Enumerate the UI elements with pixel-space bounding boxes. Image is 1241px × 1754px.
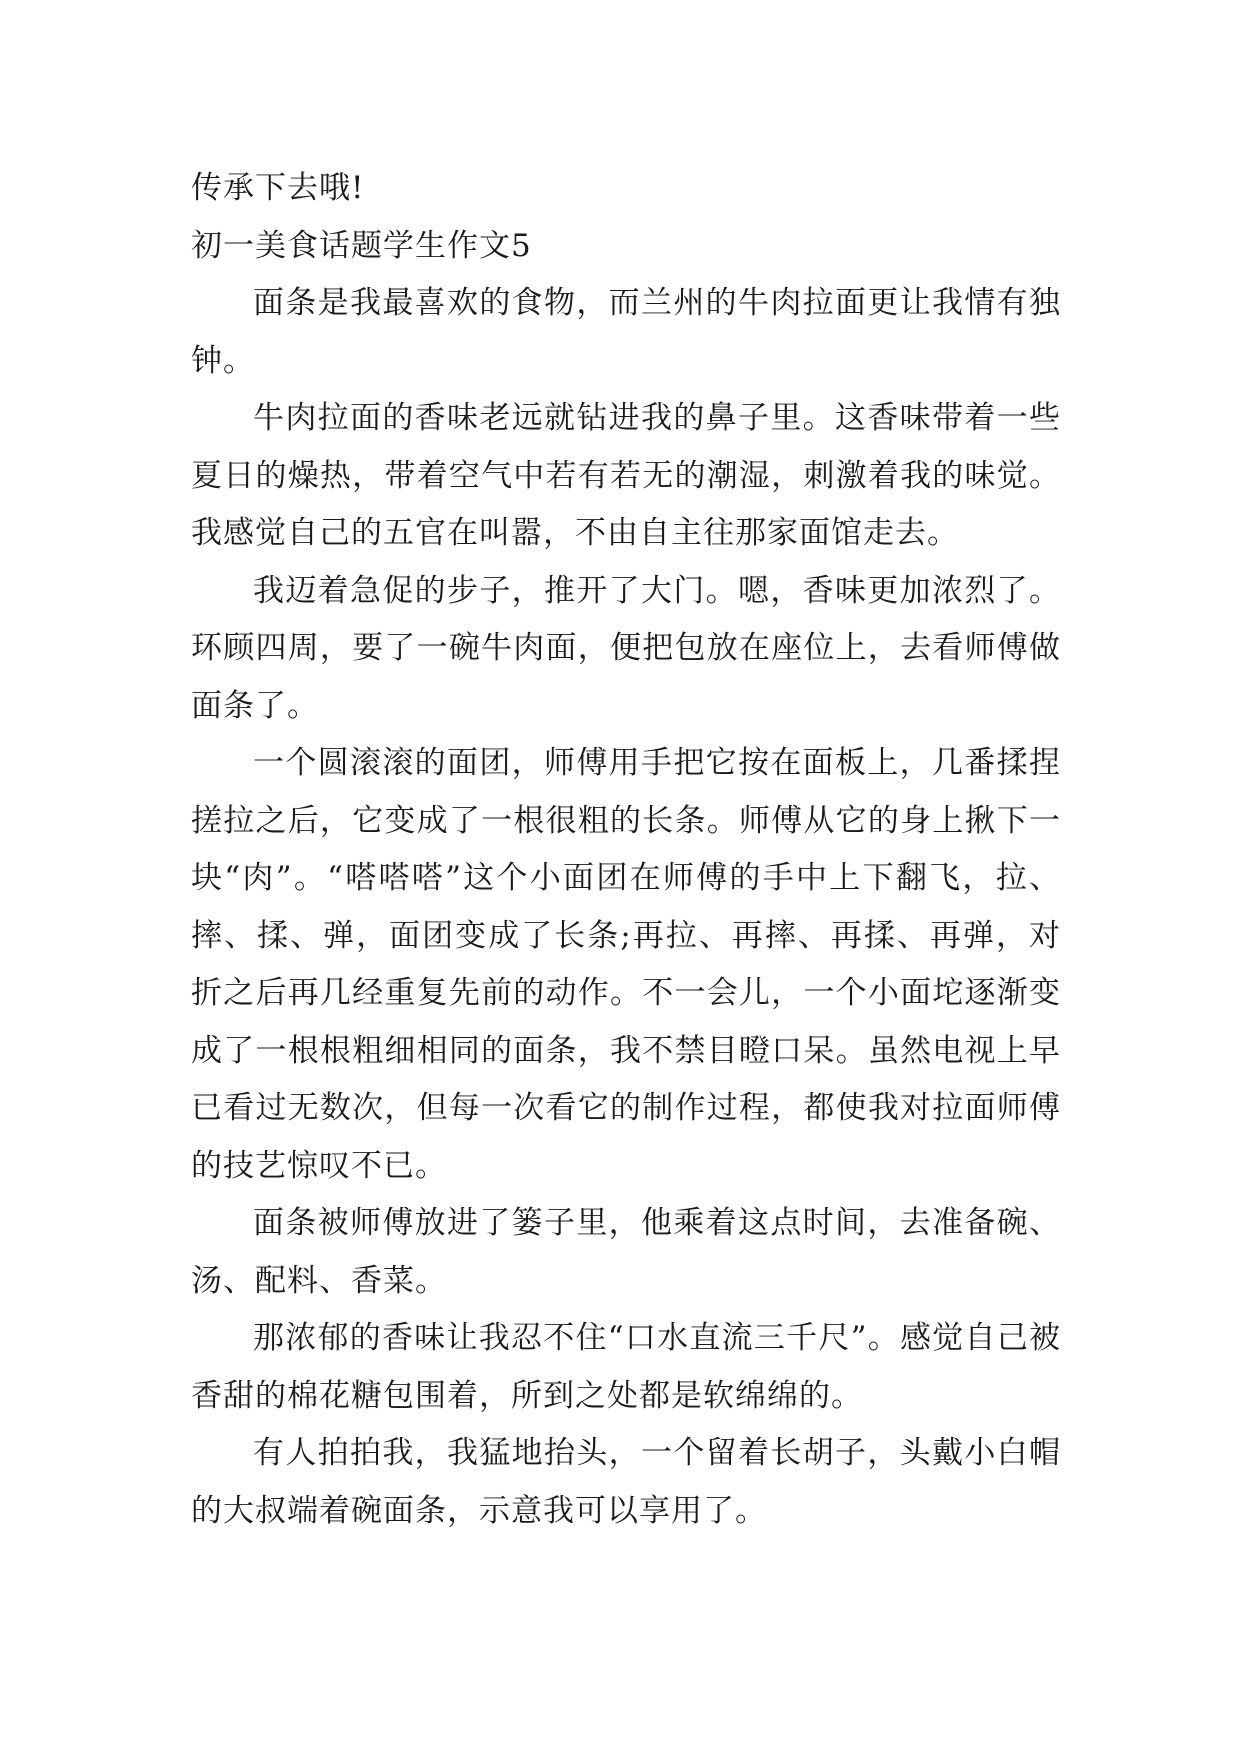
paragraph-5: 面条被师傅放进了篓子里，他乘着这点时间，去准备碗、汤、配料、香菜。	[191, 1205, 1061, 1299]
paragraph-6: 那浓郁的香味让我忍不住“口水直流三千尺”。感觉自己被香甜的棉花糖包围着，所到之处都是软绵绵的。	[191, 1320, 1061, 1414]
paragraph-1: 面条是我最喜欢的食物，而兰州的牛肉拉面更让我情有独钟。	[191, 285, 1061, 379]
paragraph-3: 我迈着急促的步子，推开了大门。嗯，香味更加浓烈了。环顾四周，要了一碗牛肉面，便把包放在座位上，去看师傅做面条了。	[191, 572, 1061, 724]
document-page	[191, 160, 1061, 1540]
paragraph-7: 有人拍拍我，我猛地抬头，一个留着长胡子，头戴小白帽的大叔端着碗面条，示意我可以享用了。	[191, 1435, 1061, 1529]
paragraph-4: 一个圆滚滚的面团，师傅用手把它按在面板上，几番揉捏搓拉之后，它变成了一根很粗的长条。师傅从它的身上揪下一块“肉”。“嗒嗒嗒”这个小面团在师傅的手中上下翻飞，拉、摔、揉、弹，面团变成了长条;再拉、再摔、再揉、再弹，对折之后再几经重复先前的动作。不一会儿，一个小面坨逐渐变成了一根根粗细相同的面条，我不禁目瞪口呆。虽然电视上早已看过无数次，但每一次看它的制作过程，都使我对拉面师傅的技艺惊叹不已。	[191, 745, 1061, 1184]
paragraph-2: 牛肉拉面的香味老远就钻进我的鼻子里。这香味带着一些夏日的燥热，带着空气中若有若无的潮湿，刺激着我的味觉。我感觉自己的五官在叫嚣，不由自主往那家面馆走去。	[191, 400, 1061, 551]
carry-over-line: 传承下去哦!	[191, 170, 365, 206]
essay-heading: 初一美食话题学生作文5	[191, 227, 532, 264]
